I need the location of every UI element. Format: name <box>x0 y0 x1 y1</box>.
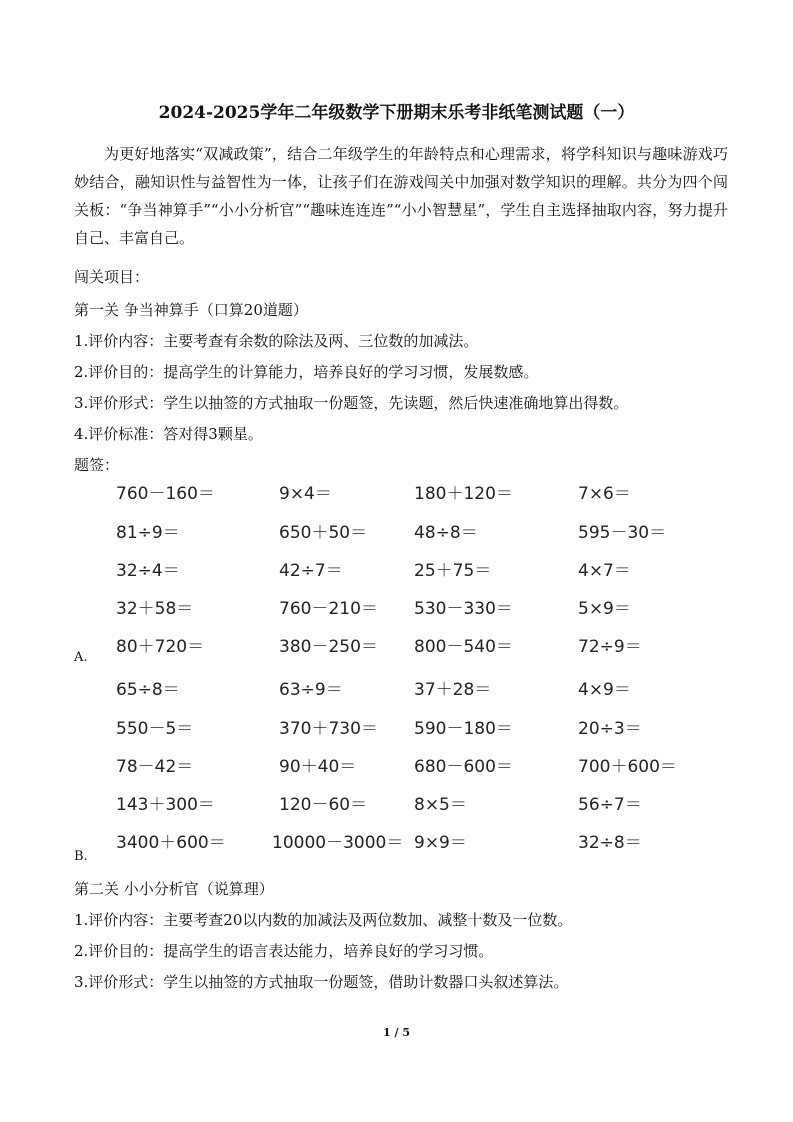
problem-cell: 9×4＝ <box>279 484 332 504</box>
problem-cell: 20÷3＝ <box>578 719 642 739</box>
problem-cell: 530－330＝ <box>414 599 513 619</box>
problem-cell: 90＋40＝ <box>279 757 357 777</box>
problem-cell: 72÷9＝ <box>578 637 642 657</box>
problem-cell: 180＋120＝ <box>414 484 513 504</box>
problem-cell: 680－600＝ <box>414 757 513 777</box>
problem-cell: 65÷8＝ <box>116 680 180 700</box>
problem-cell: 80＋720＝ <box>116 637 205 657</box>
problem-cell: 8×5＝ <box>414 795 467 815</box>
problem-cell: 650＋50＝ <box>279 523 368 543</box>
page-title: 2024-2025学年二年级数学下册期末乐考非纸笔测试题（一） <box>158 103 635 123</box>
problem-cell: 370＋730＝ <box>279 719 378 739</box>
set-b-label: B. <box>74 849 88 864</box>
problem-cell: 32÷8＝ <box>578 833 642 853</box>
problem-cell: 143＋300＝ <box>116 795 215 815</box>
level2-content: 1.评价内容：主要考查20以内数的加减法及两位数加、减整十数及一位数。 <box>74 911 573 929</box>
problem-cell: 78－42＝ <box>116 757 194 777</box>
problem-cell: 700＋600＝ <box>578 757 677 777</box>
problem-cell: 800－540＝ <box>414 637 513 657</box>
problem-cell: 63÷9＝ <box>279 680 343 700</box>
problem-cell: 120－60＝ <box>279 795 368 815</box>
problem-cell: 5×9＝ <box>578 599 631 619</box>
problem-cell: 590－180＝ <box>414 719 513 739</box>
problem-cell: 37＋28＝ <box>414 680 492 700</box>
level1-purpose: 2.评价目的：提高学生的计算能力，培养良好的学习习惯，发展数感。 <box>74 363 539 381</box>
level1-standard: 4.评价标准：答对得3颗星。 <box>74 425 263 443</box>
problem-cell: 380－250＝ <box>279 637 378 657</box>
set-a-label: A. <box>74 650 88 665</box>
problem-cell: 10000－3000＝ <box>272 833 404 853</box>
level1-content: 1.评价内容：主要考查有余数的除法及两、三位数的加减法。 <box>74 332 479 350</box>
problem-cell: 32÷4＝ <box>116 561 180 581</box>
problem-cell: 760－160＝ <box>116 484 215 504</box>
problem-cell: 3400＋600＝ <box>116 833 226 853</box>
problem-cell: 81÷9＝ <box>116 523 180 543</box>
problem-cell: 4×7＝ <box>578 561 631 581</box>
level1-form: 3.评价形式：学生以抽签的方式抽取一份题签，先读题，然后快速准确地算出得数。 <box>74 394 629 412</box>
page-number: 1 / 5 <box>383 1026 410 1039</box>
level1-heading: 第一关 争当神算手（口算20道题） <box>74 301 308 319</box>
slip-label: 题签： <box>74 456 120 474</box>
level2-purpose: 2.评价目的：提高学生的语言表达能力，培养良好的学习习惯。 <box>74 942 494 960</box>
intro-paragraph: 为更好地落实“双减政策”，结合二年级学生的年龄特点和心理需求，将学科知识与趣味游戏巧妙结合，融知识性与益智性为一体，让孩子们在游戏闯关中加强对数学知识的理解。共分为四个闯关板：“争当神算手”“小小分析官”“趣味连连连”“小小智慧星”，学生自主选择抽取内容，努力提升自己、丰富自己。 <box>74 145 728 247</box>
problem-cell: 42÷7＝ <box>279 561 343 581</box>
problem-cell: 760－210＝ <box>279 599 378 619</box>
problem-cell: 9×9＝ <box>414 833 467 853</box>
problem-cell: 56÷7＝ <box>578 795 642 815</box>
problem-cell: 550－5＝ <box>116 719 194 739</box>
problem-cell: 7×6＝ <box>578 484 631 504</box>
problem-cell: 4×9＝ <box>578 680 631 700</box>
problem-cell: 32＋58＝ <box>116 599 194 619</box>
problem-cell: 595－30＝ <box>578 523 667 543</box>
level2-heading: 第二关 小小分析官（说算理） <box>74 880 274 898</box>
problem-cell: 48÷8＝ <box>414 523 478 543</box>
level2-form: 3.评价形式：学生以抽签的方式抽取一份题签，借助计数器口头叙述算法。 <box>74 973 569 991</box>
problem-cell: 25＋75＝ <box>414 561 492 581</box>
project-label: 闯关项目： <box>74 268 150 286</box>
